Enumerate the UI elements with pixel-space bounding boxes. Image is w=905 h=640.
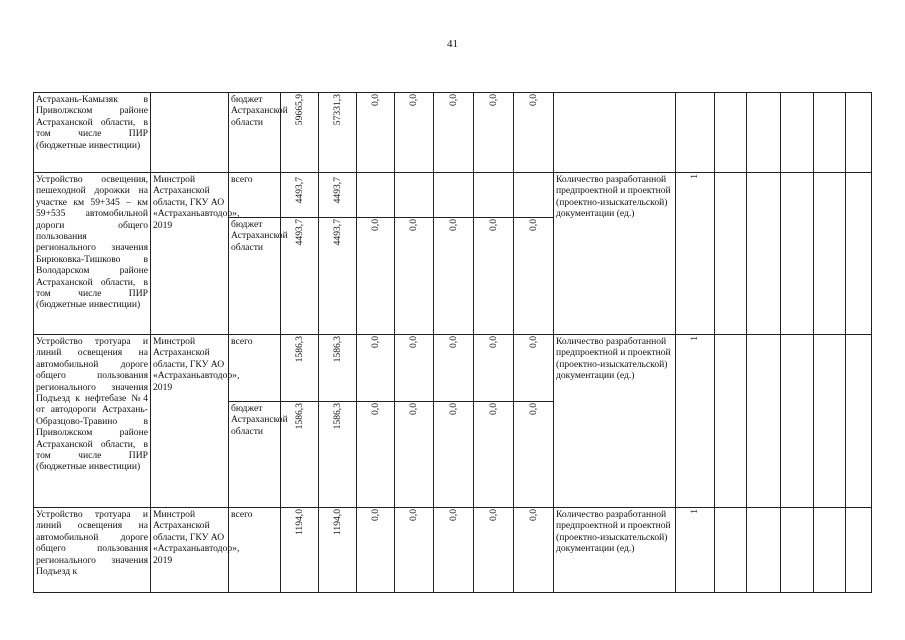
table-row	[34, 93, 872, 173]
amount-value: 1586,3	[293, 403, 305, 430]
amount-value: 0,0	[487, 94, 499, 106]
empty-cell	[715, 93, 747, 173]
amount-value: 0,0	[487, 219, 499, 231]
empty-cell	[846, 508, 872, 593]
executor-cell: Минстрой Астраханской области, ГКУ АО «Астраханьавтодор», 2019	[151, 173, 229, 335]
empty-cell	[434, 173, 474, 218]
executor-cell: Минстрой Астраханской области, ГКУ АО «Астраханьавтодор», 2019	[151, 335, 229, 508]
empty-cell	[715, 508, 747, 593]
empty-cell	[747, 173, 781, 335]
amount-value: 1586,3	[331, 403, 343, 430]
program-table	[33, 92, 872, 593]
amount-value: 0,0	[487, 403, 499, 415]
indicator-cell: Количество разработанной предпроектной и проектной (проектно-изыскательской) документации (ед.)	[554, 508, 676, 593]
amount-value: 0,0	[408, 403, 420, 415]
indicator-cell: Количество разработанной предпроектной и проектной (проектно-изыскательской) документации (ед.)	[554, 335, 676, 508]
amount-value: 0,0	[527, 509, 539, 521]
amount-value: 0,0	[369, 336, 381, 348]
empty-cell	[781, 508, 814, 593]
amount-value: 1586,3	[331, 336, 343, 363]
amount-value: 0,0	[447, 219, 459, 231]
amount-value: 0,0	[408, 219, 420, 231]
empty-cell	[814, 93, 846, 173]
table-row	[34, 335, 872, 402]
empty-cell	[781, 93, 814, 173]
empty-cell	[814, 508, 846, 593]
empty-cell	[846, 335, 872, 508]
empty-cell	[781, 335, 814, 508]
funding-source: бюджет Астраханской области	[229, 93, 281, 173]
measure-description: Устройство тротуара и линий освещения на автомобильной дороге общего пользования регионального значения Подъезд к	[34, 508, 151, 593]
indicator-value: 1	[689, 509, 701, 514]
empty-cell	[814, 335, 846, 508]
amount-value: 0,0	[487, 509, 499, 521]
empty-cell	[715, 335, 747, 508]
amount-value: 0,0	[527, 94, 539, 106]
amount-value: 0,0	[447, 336, 459, 348]
amount-value: 0,0	[369, 509, 381, 521]
amount-value: 0,0	[369, 219, 381, 231]
executor-cell	[151, 93, 229, 173]
funding-source: всего	[229, 173, 281, 218]
empty-cell	[357, 173, 395, 218]
executor-cell: Минстрой Астраханской области, ГКУ АО «Астраханьавтодор», 2019	[151, 508, 229, 593]
amount-value: 4493,7	[293, 219, 305, 246]
measure-description: Астрахань-Камызяк в Приволжском районе Астраханской области, в том числе ПИР (бюджетные инвестиции)	[34, 93, 151, 173]
amount-value: 0,0	[408, 94, 420, 106]
empty-cell	[395, 173, 434, 218]
amount-value: 0,0	[408, 336, 420, 348]
funding-source: бюджет Астраханской области	[229, 402, 281, 508]
empty-cell	[814, 173, 846, 335]
amount-value: 0,0	[369, 94, 381, 106]
funding-source: бюджет Астраханской области	[229, 218, 281, 335]
empty-cell	[846, 173, 872, 335]
empty-cell	[747, 508, 781, 593]
amount-value: 1194,0	[331, 509, 343, 536]
amount-value: 0,0	[447, 403, 459, 415]
empty-cell	[715, 173, 747, 335]
indicator-value: 1	[689, 336, 701, 341]
funding-source: всего	[229, 508, 281, 593]
empty-cell	[846, 93, 872, 173]
amount-value: 0,0	[527, 219, 539, 231]
funding-source: всего	[229, 335, 281, 402]
empty-cell	[747, 335, 781, 508]
page-number: 41	[447, 38, 458, 50]
amount-value: 0,0	[447, 509, 459, 521]
amount-value: 4493,7	[293, 177, 305, 204]
table-row	[34, 173, 872, 218]
amount-value: 59665,9	[293, 94, 305, 126]
amount-value: 0,0	[527, 336, 539, 348]
table-row	[34, 508, 872, 593]
amount-value: 0,0	[369, 403, 381, 415]
measure-description: Устройство тротуара и линий освещения на автомобильной дороге общего пользования регионального значения Подъезд к нефтебазе №4 от автодороги Астрахань-Образцово-Травино в Приволжском районе Астраханской области, в том числе ПИР (бюджетные инвестиции)	[34, 335, 151, 508]
empty-cell	[474, 173, 514, 218]
indicator-cell: Количество разработанной предпроектной и проектной (проектно-изыскательской) документации (ед.)	[554, 173, 676, 335]
amount-value: 0,0	[527, 403, 539, 415]
indicator-cell	[554, 93, 676, 173]
amount-value: 0,0	[447, 94, 459, 106]
amount-value: 57331,3	[331, 94, 343, 126]
empty-cell	[781, 173, 814, 335]
amount-value: 1194,0	[293, 509, 305, 536]
measure-description: Устройство освещения, пешеходной дорожки на участке км 59+345 – км 59+535 автомобильной дороги общего пользования регионального значения Бирюковка-Тишково в Володарском районе Астраханской области, в том числе ПИР (бюджетные инвестиции)	[34, 173, 151, 335]
amount-value: 0,0	[408, 509, 420, 521]
amount-value: 1586,3	[293, 336, 305, 363]
empty-cell	[747, 93, 781, 173]
amount-value: 0,0	[487, 336, 499, 348]
empty-cell	[514, 173, 554, 218]
indicator-value: 1	[689, 174, 701, 179]
amount-value: 4493,7	[331, 219, 343, 246]
amount-value: 4493,7	[331, 177, 343, 204]
